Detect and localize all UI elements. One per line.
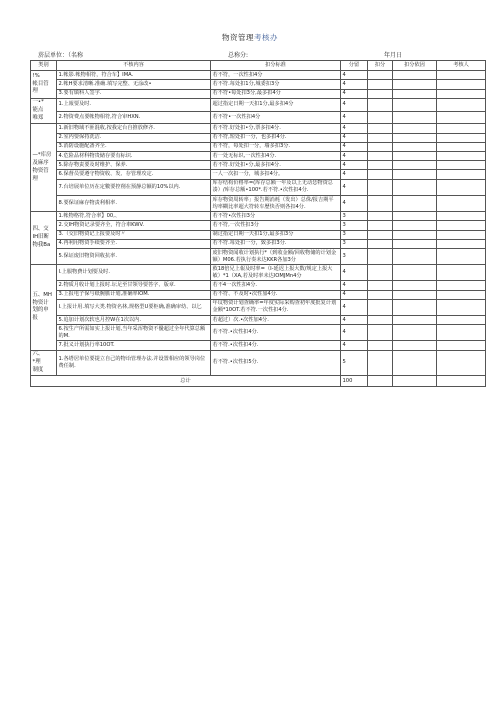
assessor-cell[interactable] (437, 350, 486, 376)
reason-cell[interactable] (393, 89, 437, 98)
score-cell: 3 (341, 221, 368, 230)
total-score-field: 总称分: (228, 52, 249, 59)
score-cell: 4 (341, 265, 368, 281)
content-cell: 3.（交旧物资记上报要及时〃 (57, 230, 211, 239)
deduction-cell[interactable] (368, 230, 393, 239)
table-row (31, 142, 486, 151)
reason-cell[interactable] (393, 179, 437, 195)
reason-cell[interactable] (393, 124, 437, 133)
date-field: 年月日 (384, 52, 403, 59)
unit-field: 菸层单位：（名称 (38, 52, 84, 59)
deduction-cell[interactable] (368, 350, 393, 376)
score-cell: 3 (341, 239, 368, 248)
standard-cell: 库存物资周转率」报告期消耗（发出）总侏/报吉期平均率糊比率超大符转车歷快否则各扣4分. (211, 195, 341, 211)
content-cell: 2.物质月收计划上报时.坛足至甘领导要答字、版章. (57, 281, 211, 290)
assessor-cell[interactable] (437, 239, 486, 248)
standard-cell: 若不符•次性扣3分 (211, 212, 341, 221)
reason-cell[interactable] (393, 71, 437, 80)
standard-cell: 若不符，一次性扣4分 (211, 71, 341, 80)
content-cell: 6.保督员要遵守物资收、发、存管理攻定. (57, 170, 211, 179)
reason-cell[interactable] (393, 212, 437, 221)
content-cell: 8.要保证麻存物责利相率. (57, 195, 211, 211)
assessment-table (30, 60, 486, 387)
content-cell: 2.室内要保持洗洁. (57, 133, 211, 142)
score-cell: 4 (341, 124, 368, 133)
deduction-cell[interactable] (368, 124, 393, 133)
score-cell: 3 (341, 248, 368, 264)
reason-cell[interactable] (393, 299, 437, 315)
score-cell: 4 (341, 111, 368, 124)
score-cell: 4 (341, 341, 368, 350)
deduction-cell[interactable] (368, 281, 393, 290)
score-cell: 4 (341, 316, 368, 325)
reason-cell[interactable] (393, 98, 437, 111)
table-row (31, 212, 486, 221)
deduction-cell[interactable] (368, 265, 393, 281)
standard-cell: 若不符.•次性扣4分. (211, 341, 341, 350)
score-cell: 4 (341, 71, 368, 80)
assessor-cell[interactable] (437, 265, 486, 281)
assessor-cell[interactable] (437, 142, 486, 151)
content-cell: 1.帐物格符,符合率】00,、 (57, 212, 211, 221)
table-row (31, 350, 486, 376)
standard-cell: 若不符,短处扣一分，也多扣4分. (211, 133, 341, 142)
table-row (31, 281, 486, 290)
total-row (31, 376, 486, 387)
content-cell: 5.保证废旧物资回收抗率. (57, 248, 211, 264)
table-row (31, 265, 486, 281)
title-main: 物资管理 (222, 33, 254, 42)
table-row (31, 80, 486, 89)
content-cell: I.上报计用.填写大类.物资名林,规格型U要柜确,准确审幼、以匕 (57, 299, 211, 315)
standard-cell: 救18倍兄上報及时率=（I-延迟上报大数/规定上报大敏）*1（XA,若及时率未达lOMJMn4分 (211, 265, 341, 281)
content-cell: 1.上報要及时. (57, 98, 211, 111)
standard-cell: 库存结构价格率=(库存总额一年及以上无动恁物资总凑）/库存总额•100*.若不符.•次性扣4分. (211, 179, 341, 195)
deduction-cell[interactable] (368, 239, 393, 248)
table-row (31, 299, 486, 315)
column-header: 扣分 (368, 61, 393, 71)
score-cell: 4 (341, 179, 368, 195)
standard-cell: 若不符，每处扣一分，墙多扣3分. (211, 142, 341, 151)
standard-cell: 若不符•每处扣3分,最多扣4分 (211, 89, 341, 98)
standard-cell: 年坟物资计划查确率=年度实际采购查初年度批复计划金额*10OT.若不符.一次性扣4分. (211, 299, 341, 315)
standard-cell: 若不符.好处扣•分,票多扣4分. (211, 124, 341, 133)
standard-cell: 若不符.每处扣1分,城委扣3分 (211, 80, 341, 89)
table-row (31, 248, 486, 264)
column-header: 类别 (31, 61, 57, 71)
assessor-cell[interactable] (437, 195, 486, 211)
content-cell: 1.新旧物域不匪混收,按我定台自推放修齐. (57, 124, 211, 133)
content-cell: 4.再利用物资手续要齐全. (57, 239, 211, 248)
reason-cell[interactable] (393, 170, 437, 179)
content-cell: I.上服物費计划要及时. (57, 265, 211, 281)
standard-cell: 若不符•一次性扣4分 (211, 111, 341, 124)
score-cell: 4 (341, 170, 368, 179)
meta-row (38, 50, 478, 60)
assessor-cell[interactable] (437, 133, 486, 142)
table-row (31, 170, 486, 179)
deduction-cell[interactable] (368, 161, 393, 170)
assessor-cell[interactable] (437, 325, 486, 341)
content-cell: 5.除存物责要及时维护、保养. (57, 161, 211, 170)
score-cell: 4 (341, 281, 368, 290)
reason-cell[interactable] (393, 80, 437, 89)
reason-cell[interactable] (393, 265, 437, 281)
score-cell: 4 (341, 161, 368, 170)
standard-cell: 若不符.每处扣一分，致多扣3分. (211, 239, 341, 248)
standard-cell: 一人一次扣一分，城多扣4分。 (211, 170, 341, 179)
reason-cell[interactable] (393, 111, 437, 124)
deduction-cell[interactable] (368, 133, 393, 142)
assessor-cell[interactable] (437, 290, 486, 299)
table-row (31, 195, 486, 211)
assessor-cell[interactable] (437, 230, 486, 239)
table-row (31, 152, 486, 161)
table-row (31, 111, 486, 124)
deduction-cell[interactable] (368, 111, 393, 124)
content-cell: 2.帐H要求清晰.准确.填写完整、无涂改• (57, 80, 211, 89)
content-cell: 2.物资费点要帐物相符,符合审HXN. (57, 111, 211, 124)
content-cell: 3.消防设施配备齐全. (57, 142, 211, 151)
table-row (31, 89, 486, 98)
column-header: 扣分依因 (393, 61, 437, 71)
assessor-cell[interactable] (437, 179, 486, 195)
score-cell: 4 (341, 325, 368, 341)
table-row (31, 161, 486, 170)
column-header: 扣分标准 (211, 61, 341, 71)
category-cell: !% 帐目管 理 (31, 71, 57, 99)
total-score: 100 (341, 376, 368, 387)
deduction-cell[interactable] (368, 316, 393, 325)
deduction-cell[interactable] (368, 142, 393, 151)
category-cell: —*库房 及麻序 物资管 理 (31, 124, 57, 212)
table-row (31, 124, 486, 133)
category-cell: 五、MH 物资计 划的申 报 (31, 265, 57, 350)
assessor-cell[interactable] (437, 341, 486, 350)
assessor-cell[interactable] (437, 316, 486, 325)
deduction-cell[interactable] (368, 179, 393, 195)
reason-cell[interactable] (393, 281, 437, 290)
column-header: 分留 (341, 61, 368, 71)
reason-cell[interactable] (393, 248, 437, 264)
deduction-cell[interactable] (368, 98, 393, 111)
deduction-cell[interactable] (368, 152, 393, 161)
table-row (31, 341, 486, 350)
document-title (0, 32, 500, 43)
deduction-cell[interactable] (368, 299, 393, 315)
category-cell: 六、 *理 制度 (31, 350, 57, 376)
score-cell: 3 (341, 230, 368, 239)
score-cell: 4 (341, 195, 368, 211)
title-accent: 考核办 (254, 33, 278, 42)
deduction-cell[interactable] (368, 248, 393, 264)
total-reason-cell[interactable] (393, 376, 437, 387)
standard-cell: 若一处无标识,一次性扣4分. (211, 152, 341, 161)
assessor-cell[interactable] (437, 89, 486, 98)
table-row (31, 239, 486, 248)
category-cell: 一•* 能点 唯郑 (31, 98, 57, 124)
standard-cell: 若不符.•次性扣4分. (211, 325, 341, 341)
assessor-cell[interactable] (437, 124, 486, 133)
deduction-cell[interactable] (368, 195, 393, 211)
table-row (31, 316, 486, 325)
score-cell: 4 (341, 133, 368, 142)
standard-cell: 废旧物资闻收计划执行*（到收金额/回收物储的计划金额）M06.若执行奏未达KKR各加3分 (211, 248, 341, 264)
assessor-cell[interactable] (437, 152, 486, 161)
deduction-cell[interactable] (368, 221, 393, 230)
score-cell: 4 (341, 142, 368, 151)
total-deduction-cell[interactable] (368, 376, 393, 387)
table-row (31, 179, 486, 195)
deduction-cell[interactable] (368, 170, 393, 179)
reason-cell[interactable] (393, 350, 437, 376)
standard-cell: 制过指定日期一天扣1分,最多扣3分 (211, 230, 341, 239)
table-row (31, 71, 486, 80)
standard-cell: 若不符.•次性扣5分. (211, 350, 341, 376)
content-cell: 1.各塔居单位要提立自己的物诒管理办法.并设置相应的领导岗位费任制. (57, 350, 211, 376)
reason-cell[interactable] (393, 152, 437, 161)
assessor-cell[interactable] (437, 248, 486, 264)
assessor-cell[interactable] (437, 221, 486, 230)
assessor-cell[interactable] (437, 170, 486, 179)
score-cell: 5 (341, 350, 368, 376)
column-header: 不核内容 (57, 61, 211, 71)
content-cell: 3.上报电子保与纸腕脈计划,准确率lOM. (57, 290, 211, 299)
deduction-cell[interactable] (368, 71, 393, 80)
reason-cell[interactable] (393, 239, 437, 248)
score-cell: 4 (341, 89, 368, 98)
reason-cell[interactable] (393, 142, 437, 151)
reason-cell[interactable] (393, 221, 437, 230)
category-cell: 四、交 IH旧断 物我Ba (31, 212, 57, 265)
reason-cell[interactable] (393, 341, 437, 350)
total-label: 总计 (31, 376, 341, 387)
content-cell: 7.批义计划执行率10OT. (57, 341, 211, 350)
assessor-cell[interactable] (437, 98, 486, 111)
reason-cell[interactable] (393, 161, 437, 170)
table-row (31, 325, 486, 341)
standard-cell: 超过指定日期一天扣1分,最多扣4分 (211, 98, 341, 111)
reason-cell[interactable] (393, 316, 437, 325)
table-row (31, 133, 486, 142)
reason-cell[interactable] (393, 133, 437, 142)
content-cell: 4.危险品材科物贵储存要有标识. (57, 152, 211, 161)
content-cell: 1.帐影.帐物相符，符合车】IMA. (57, 71, 211, 80)
assessor-cell[interactable] (437, 111, 486, 124)
score-cell: 4 (341, 290, 368, 299)
standard-cell: 若不符、不及时•次性加4分. (211, 290, 341, 299)
table-row (31, 221, 486, 230)
header-row (31, 61, 486, 71)
deduction-cell[interactable] (368, 89, 393, 98)
assessor-cell[interactable] (437, 71, 486, 80)
assessor-cell[interactable] (437, 212, 486, 221)
standard-cell: 若不4一次性扣4分. (211, 281, 341, 290)
total-assessor-cell[interactable] (437, 376, 486, 387)
content-cell: 5.追加计划次软也月控W在1次以内. (57, 316, 211, 325)
score-cell: 4 (341, 80, 368, 89)
table-row (31, 230, 486, 239)
standard-cell: 若不符,一次性扣3分 (211, 221, 341, 230)
deduction-cell[interactable] (368, 212, 393, 221)
column-header: 考核人 (437, 61, 486, 71)
score-cell: 4 (341, 299, 368, 315)
table-row (31, 98, 486, 111)
assessor-cell[interactable] (437, 161, 486, 170)
standard-cell: 若不符.好处扣•分,最多扣4分. (211, 161, 341, 170)
deduction-cell[interactable] (368, 341, 393, 350)
reason-cell[interactable] (393, 230, 437, 239)
content-cell: 7.台培展单位历在定數要控削在预静总额的10%以内. (57, 179, 211, 195)
deduction-cell[interactable] (368, 290, 393, 299)
score-cell: 4 (341, 152, 368, 161)
table-row (31, 290, 486, 299)
table-body (31, 71, 486, 387)
reason-cell[interactable] (393, 290, 437, 299)
content-cell: 2.交IH物资记录要齐全，符合車KWV. (57, 221, 211, 230)
standard-cell: 若超过）次.•次性加4分. (211, 316, 341, 325)
assessor-cell[interactable] (437, 281, 486, 290)
deduction-cell[interactable] (368, 80, 393, 89)
reason-cell[interactable] (393, 195, 437, 211)
deduction-cell[interactable] (368, 325, 393, 341)
assessor-cell[interactable] (437, 80, 486, 89)
assessor-cell[interactable] (437, 299, 486, 315)
score-cell: 3 (341, 212, 368, 221)
content-cell: 3.要有镇科人签字. (57, 89, 211, 98)
reason-cell[interactable] (393, 325, 437, 341)
content-cell: 6.按生产所需如实上报计划,当年采浑物资不優超过全年代算总额的M. (57, 325, 211, 341)
score-cell: 4 (341, 98, 368, 111)
